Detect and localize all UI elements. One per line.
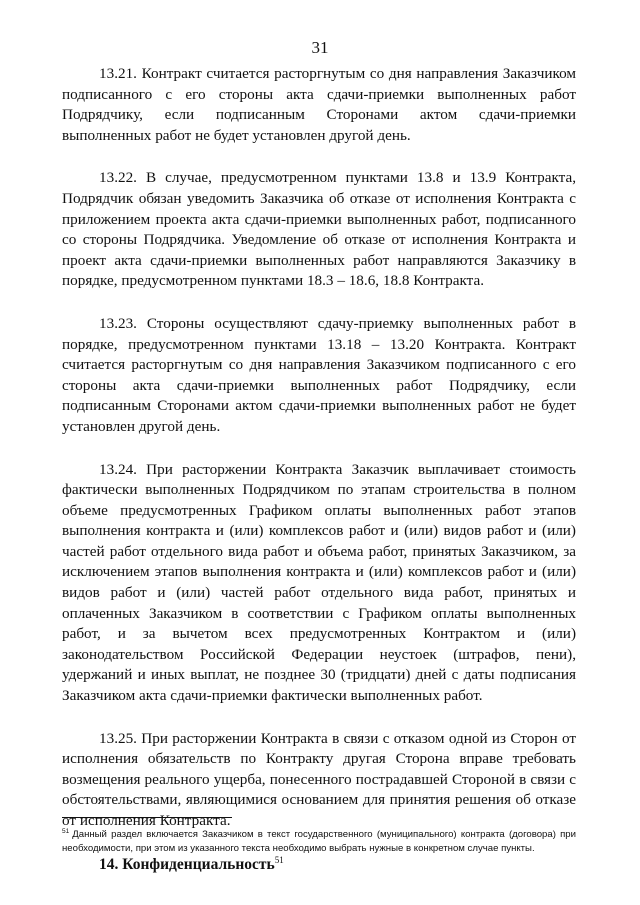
paragraph-13-24: 13.24. При расторжении Контракта Заказчик выплачивает стоимость фактически выполненных Подрядчиком по этапам строительства в полном объеме предусмотренных Графиком оплаты выполненных работ этапов выполнения контракта и (или) комплексов работ и (или) видов работ и (или) частей работ отдельного вида работ и объема работ, принятых Заказчиком, за исключением этапов выполнения контракта и (или) комплексов работ и (или) видов работ и (или) частей работ отдельного вида работ, принятых и оплаченных Заказчиком в соответствии с Графиком оплаты выполненных работ, и за вычетом всех предусмотренных Контрактом и (или) законодательством Российской Федерации неустоек (штрафов, пени), удержаний и иных выплат, не позднее 30 (тридцати) дней с даты подписания Заказчиком акта сдачи-приемки фактически выполненных работ. [62, 460, 576, 705]
paragraph-13-25: 13.25. При расторжении Контракта в связи с отказом одной из Сторон от исполнения обязательств по Контракту другая Сторона вправе требовать возмещения реального ущерба, понесенного пострадавшей Стороной в связи с обстоятельствами, являющимися основанием для принятия решения об отказе от исполнения Контракта. [62, 729, 576, 829]
footnote-divider [62, 817, 232, 818]
section-heading-text: 14. Конфиденциальность [99, 855, 275, 873]
footnote-marker: 51 [62, 828, 70, 835]
paragraph-13-22: 13.22. В случае, предусмотренном пунктами 13.8 и 13.9 Контракта, Подрядчик обязан уведомить Заказчика об отказе от исполнения Контракта с приложением проекта акта сдачи-приемки выполненных работ, подписанного со стороны Подрядчика. Уведомление об отказе от исполнения Контракта и проект акта сдачи-приемки выполненных работ направляются Заказчику в порядке, предусмотренном пунктами 18.3 – 18.6, 18.8 Контракта. [62, 169, 576, 290]
footnote [62, 825, 576, 856]
page-number: 31 [311, 38, 329, 57]
paragraph-13-23: 13.23. Стороны осуществляют сдачу-приемку выполненных работ в порядке, предусмотренном пунктами 13.18 – 13.20 Контракта. Контракт считается расторгнутым со дня направления Заказчиком подписанного с его стороны акта сдачи-приемки выполненных работ Подрядчику, если подписанным Сторонами актом сдачи-приемки выполненных работ не будет установлен другой день. [62, 314, 576, 435]
footnote-reference: 51 [274, 854, 284, 865]
document-body [62, 64, 576, 875]
footnote-text: Данный раздел включается Заказчиком в текст государственного (муниципального) контракта (договора) при необходимости, при этом из указанного текста необходимо выбрать нужные в конкретном случае пункты. [62, 829, 576, 855]
paragraph-13-21: 13.21. Контракт считается расторгнутым со дня направления Заказчиком подписанного с его стороны акта сдачи-приемки выполненных работ Подрядчику, если подписанным Сторонами актом сдачи-приемки выполненных работ не будет установлен другой день. [62, 65, 576, 144]
